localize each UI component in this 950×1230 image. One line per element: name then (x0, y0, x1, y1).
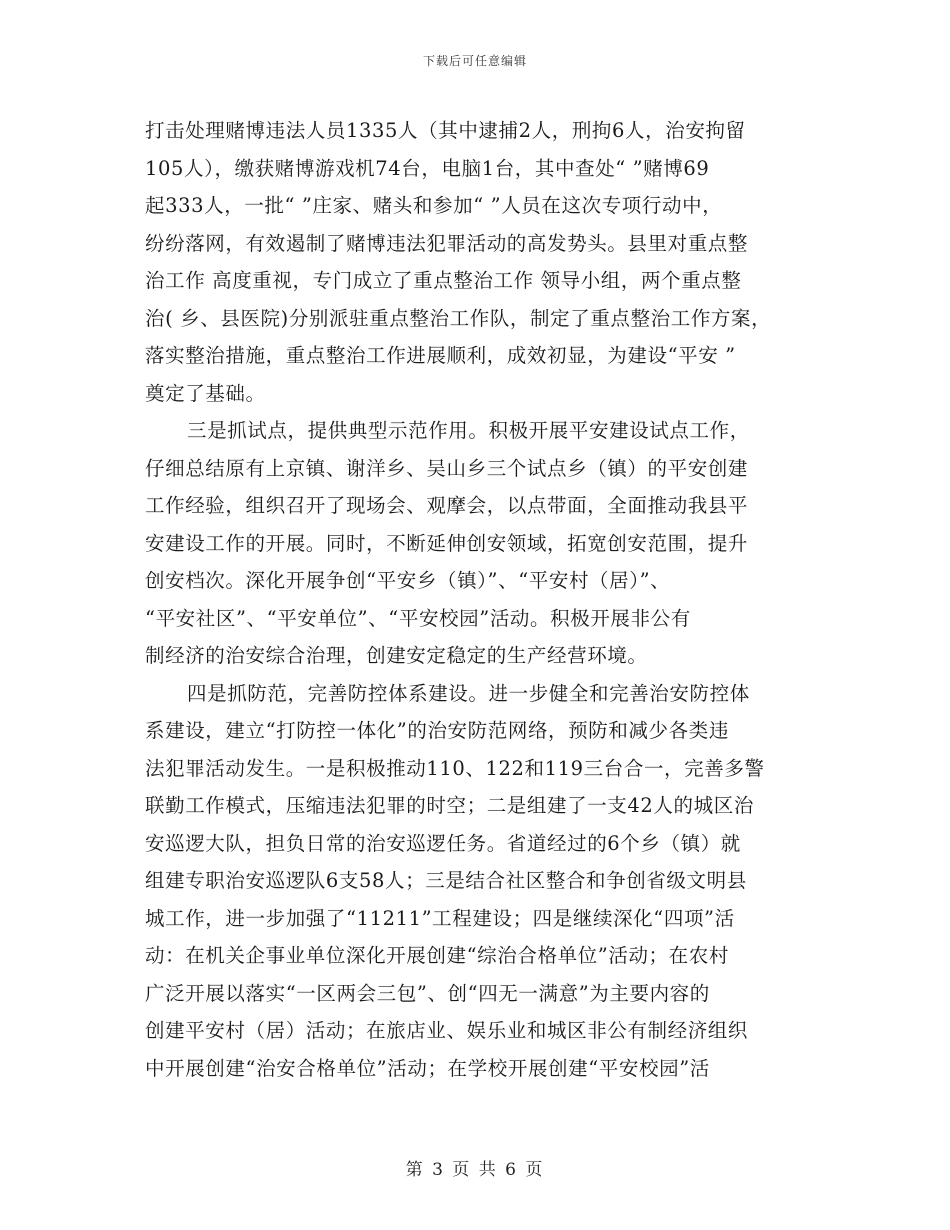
text-line: 制经济的治安综合治理，创建安定稳定的生产经营环境。 (145, 644, 648, 667)
text-line: 奠定了基础。 (145, 381, 266, 405)
text-line: 起333人，一批“ ”庄家、赌头和参加“ ”人员在这次专项行动中， (145, 194, 723, 217)
text-line: 四是抓防范，完善防控体系建设。进一步健全和完善治安防控体 (187, 681, 750, 705)
text-line: 三是抓试点，提供典型示范作用。积极开展平安建设试点工作， (187, 419, 750, 442)
page-header: 下载后可任意编辑 (422, 54, 527, 68)
text-line: “平安社区”、“平安单位”、“平安校园”活动。积极开展非公有 (145, 606, 691, 630)
text-line: 治工作 高度重视，专门成立了重点整治工作 领导小组，两个重点整 (145, 269, 742, 292)
text-line: 安建设工作的开展。同时，不断延伸创安领域，拓宽创安范围，提升 (145, 531, 749, 555)
document-body (145, 112, 825, 1087)
text-line: 仔细总结原有上京镇、谢洋乡、吴山乡三个试点乡（镇）的平安创建 (145, 456, 749, 480)
text-line: 安巡逻大队，担负日常的治安巡逻任务。省道经过的6个乡（镇）就 (145, 831, 741, 855)
text-line: 落实整治措施，重点整治工作进展顺利，成效初显，为建设“平安 ” (145, 344, 736, 367)
text-line: 城工作，进一步加强了“11211”工程建设；四是继续深化“四项”活 (145, 906, 735, 930)
text-line: 工作经验，组织召开了现场会、观摩会，以点带面，全面推动我县平 (145, 494, 749, 517)
text-line: 动：在机关企事业单位深化开展创建“综治合格单位”活动；在农村 (145, 944, 729, 967)
text-line: 法犯罪活动发生。一是积极推动110、122和119三台合一，完善多警 (145, 756, 765, 780)
page-footer: 第 3 页 共 6 页 (405, 1160, 545, 1180)
text-line: 打击处理赌博违法人员1335人（其中逮捕2人，刑拘6人，治安拘留 (145, 119, 746, 142)
text-line: 纷纷落网，有效遏制了赌博违法犯罪活动的高发势头。县里对重点整 (145, 231, 749, 255)
text-line: 中开展创建“治安合格单位”活动；在学校开展创建“平安校园”活 (145, 1056, 710, 1080)
text-line: 广泛开展以落实“一区两会三包”、创“四无一满意”为主要内容的 (145, 981, 710, 1005)
text-line: 创建平安村（居）活动；在旅店业、娱乐业和城区非公有制经济组织 (145, 1019, 749, 1042)
text-line: 105人），缴获赌博游戏机74台，电脑1台，其中查处“ ”赌博69 (145, 156, 710, 180)
text-line: 联勤工作模式，压缩违法犯罪的时空；二是组建了一支42人的城区治 (145, 794, 754, 817)
text-line: 创安档次。深化开展争创“平安乡（镇）”、“平安村（居）”、 (145, 569, 671, 592)
text-line: 治( 乡、县医院)分别派驻重点整治工作队，制定了重点整治工作方案， (145, 306, 772, 330)
text-line: 系建设，建立“打防控一体化”的治安防范网络，预防和减少各类违 (145, 719, 729, 742)
text-line: 组建专职治安巡逻队6支58人；三是结合社区整合和争创省级文明县 (145, 869, 747, 892)
